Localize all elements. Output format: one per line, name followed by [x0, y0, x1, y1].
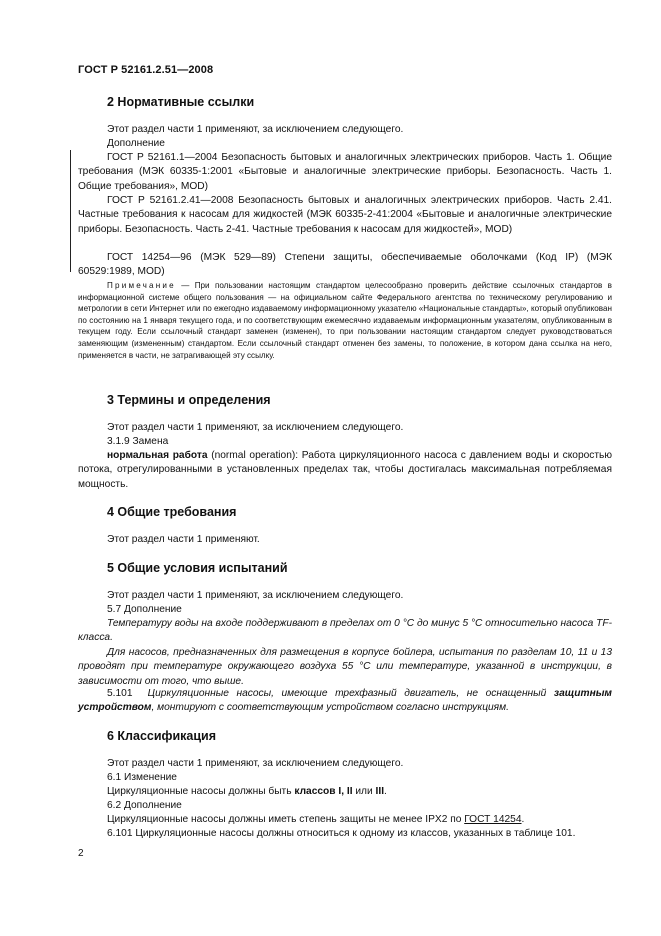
- section-3-intro: Этот раздел части 1 применяют, за исключением следующего.: [107, 422, 404, 433]
- section-6-intro: Этот раздел части 1 применяют, за исключением следующего.: [107, 758, 404, 769]
- section-6-title: 6 Классификация: [107, 729, 217, 743]
- section-5-para-1: Температуру воды на входе поддерживают в пределах от 0 °С до минус 5 °С относительно насоса TF-класса.: [78, 618, 612, 644]
- section-2-title: 2 Нормативные ссылки: [107, 95, 255, 109]
- section-3-title: 3 Термины и определения: [107, 393, 271, 407]
- gost-14254-link[interactable]: ГОСТ 14254: [464, 814, 522, 825]
- section-5-para-2: Для насосов, предназначенных для размещения в корпусе бойлера, испытания по разделам 10, 11 и 13 проводят при температуре окружающего воздуха 55 °С или температуре, указанной в инструкции, в зависимости от того, что выше.: [78, 647, 612, 687]
- section-3-item-3-1-9: 3.1.9 Замена: [107, 436, 169, 447]
- section-6-text-2: Циркуляционные насосы должны иметь степень защиты не менее IPX2 по ГОСТ 14254.: [107, 814, 525, 825]
- document-header: ГОСТ Р 52161.2.51—2008: [78, 64, 214, 76]
- term-definition: [78, 449, 612, 492]
- change-bar: [70, 150, 71, 272]
- section-2-intro: Этот раздел части 1 применяют, за исключением следующего.: [107, 124, 404, 135]
- reference-gost-14254: ГОСТ 14254—96 (МЭК 529—89) Степени защиты, обеспечиваемые оболочками (Код IP) (МЭК 60529:1989, MOD): [78, 252, 612, 278]
- note-text: — При пользовании настоящим стандартом целесообразно проверить действие ссылочных стандартов в информационной системе общего пользования — на официальном сайте Федерального агентства по техническому регулированию и метрологии в сети Интернет или по ежегодно издаваемому информационному указателю «Национальные стандарты», который опубликован по состоянию на 1 января текущего года, и по соответствующим ежемесячно издаваемым информационным указателям, опубликованным в текущем году. Если ссылочный стандарт заменен (изменен), то при пользовании настоящим стандартом следует руководствоваться заменяющим (измененным) стандартом. Если ссылочный стандарт отменен без замены, то положение, в котором дана ссылка на него, применяется в части, не затрагивающей эту ссылку.: [78, 281, 612, 360]
- section-4-text: Этот раздел части 1 применяют.: [107, 534, 260, 545]
- reference-gost-52161-1: ГОСТ Р 52161.1—2004 Безопасность бытовых и аналогичных электрических приборов. Часть 1. Общие требования (МЭК 60335-1:2001 «Бытовые и аналогичные электрические приборы. Безопасность. Часть 1. Общие требования», MOD): [78, 152, 612, 192]
- section-2-addition-label: Дополнение: [107, 138, 165, 149]
- section-5-clause-5-101: 5.101 Циркуляционные насосы, имеющие трехфазный двигатель, не оснащенный защитным устройством, монтируют с соответствующим устройством согласно инструкциям.: [78, 688, 612, 714]
- definition-text: : Работа циркуляционного насоса с давлением воды и скоростью потока, отрегулированными в установленных пределах так, чтобы достигалась максимальная потребляемая мощность.: [78, 450, 612, 490]
- section-6-item-6-1: 6.1 Изменение: [107, 772, 177, 783]
- section-4-title: 4 Общие требования: [107, 505, 237, 519]
- term: нормальная работа: [107, 450, 208, 461]
- section-5-intro: Этот раздел части 1 применяют, за исключением следующего.: [107, 590, 404, 601]
- reference-gost-52161-2-41: ГОСТ Р 52161.2.41—2008 Безопасность бытовых и аналогичных электрических приборов. Часть 2.41. Частные требования к насосам для жидкостей (МЭК 60335-2-41:2004 «Бытовые и аналогичные электрические приборы. Безопасность. Часть 2-41. Частные требования к насосам для жидкостей», MOD): [78, 195, 612, 235]
- section-6-item-6-2: 6.2 Дополнение: [107, 800, 182, 811]
- section-5-item-5-7: 5.7 Дополнение: [107, 604, 182, 615]
- term-english: (normal operation): [207, 450, 296, 461]
- page-number: 2: [78, 848, 84, 859]
- section-5-title: 5 Общие условия испытаний: [107, 561, 288, 575]
- section-6-text-1: Циркуляционные насосы должны быть классов I, II или III.: [107, 786, 387, 797]
- note-label: Примечание: [107, 281, 176, 290]
- section-2-note: [78, 280, 612, 361]
- section-6-text-3: 6.101 Циркуляционные насосы должны относиться к одному из классов, указанных в таблице 101.: [107, 828, 576, 839]
